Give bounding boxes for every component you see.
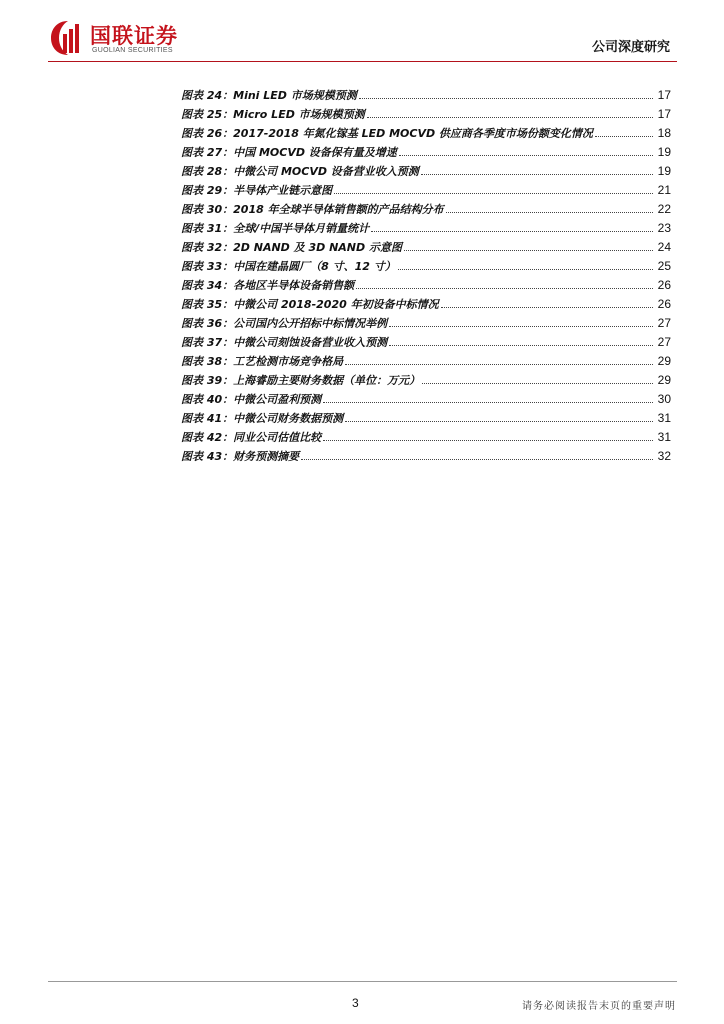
toc-entry[interactable] [181, 162, 671, 181]
toc-dot-leader [371, 230, 653, 232]
toc-entry[interactable] [181, 143, 671, 162]
toc-entry-page: 27 [657, 316, 671, 330]
toc-entry-label: 图表 36：公司国内公开招标中标情况举例 [181, 317, 388, 330]
toc-entry-label: 图表 27：中国 MOCVD 设备保有量及增速 [181, 146, 397, 159]
toc-entry-label: 图表 41：中微公司财务数据预测 [181, 412, 344, 425]
toc-entry-page: 27 [657, 335, 671, 349]
toc-dot-leader [389, 344, 653, 346]
toc-entry[interactable] [181, 276, 671, 295]
toc-entry[interactable] [181, 257, 671, 276]
toc-entry[interactable] [181, 333, 671, 352]
toc-entry-page: 30 [657, 392, 671, 406]
page-header [48, 14, 676, 60]
toc-dot-leader [323, 439, 653, 441]
toc-entry-page: 32 [657, 449, 671, 463]
toc-dot-leader [359, 97, 653, 99]
toc-entry[interactable] [181, 124, 671, 143]
toc-entry[interactable] [181, 86, 671, 105]
toc-entry-label: 图表 40：中微公司盈利预测 [181, 393, 322, 406]
toc-entry-page: 17 [657, 88, 671, 102]
toc-entry-label: 图表 37：中微公司刻蚀设备营业收入预测 [181, 336, 388, 349]
toc-entry[interactable] [181, 295, 671, 314]
toc-dot-leader [345, 420, 653, 422]
toc-entry-label: 图表 39：上海睿励主要财务数据（单位：万元） [181, 374, 421, 387]
toc-entry-page: 19 [657, 164, 671, 178]
toc-dot-leader [323, 401, 653, 403]
toc-entry-label: 图表 43：财务预测摘要 [181, 450, 300, 463]
toc-entry-label: 图表 29：半导体产业链示意图 [181, 184, 333, 197]
toc-dot-leader [595, 135, 653, 137]
header-divider [48, 61, 677, 62]
toc-entry-label: 图表 31：全球/中国半导体月销量统计 [181, 222, 370, 235]
toc-dot-leader [334, 192, 653, 194]
toc-entry[interactable] [181, 447, 671, 466]
page-number: 3 [352, 996, 359, 1010]
toc-entry-page: 29 [657, 354, 671, 368]
toc-entry-label: 图表 26：2017-2018 年氮化镓基 LED MOCVD 供应商各季度市场份额变化情况 [181, 127, 593, 140]
toc-entry-label: 图表 35：中微公司 2018-2020 年初设备中标情况 [181, 298, 439, 311]
figure-list [181, 86, 671, 466]
report-type-title: 公司深度研究 [591, 40, 670, 55]
toc-entry[interactable] [181, 371, 671, 390]
disclaimer-note: 请务必阅读报告末页的重要声明 [522, 1001, 676, 1012]
toc-entry[interactable] [181, 105, 671, 124]
toc-entry[interactable] [181, 181, 671, 200]
toc-entry-page: 26 [657, 297, 671, 311]
toc-dot-leader [441, 306, 653, 308]
toc-entry-label: 图表 24：Mini LED 市场规模预测 [181, 89, 357, 102]
toc-entry-page: 26 [657, 278, 671, 292]
toc-entry-label: 图表 25：Micro LED 市场规模预测 [181, 108, 365, 121]
toc-entry[interactable] [181, 200, 671, 219]
guolian-logo-icon [48, 18, 88, 58]
toc-dot-leader [404, 249, 653, 251]
toc-entry[interactable] [181, 219, 671, 238]
toc-entry-label: 图表 42：同业公司估值比较 [181, 431, 322, 444]
toc-dot-leader [421, 173, 653, 175]
toc-entry[interactable] [181, 390, 671, 409]
toc-entry-label: 图表 28：中微公司 MOCVD 设备营业收入预测 [181, 165, 419, 178]
toc-entry[interactable] [181, 352, 671, 371]
toc-entry[interactable] [181, 238, 671, 257]
toc-entry-page: 21 [657, 183, 671, 197]
logo-chinese-name: 国联证券 [90, 24, 178, 48]
logo-english-name: GUOLIAN SECURITIES [92, 47, 173, 54]
toc-entry-page: 17 [657, 107, 671, 121]
toc-dot-leader [356, 287, 653, 289]
company-logo [48, 18, 198, 58]
toc-dot-leader [389, 325, 653, 327]
toc-entry-label: 图表 30：2018 年全球半导体销售额的产品结构分布 [181, 203, 444, 216]
toc-dot-leader [446, 211, 653, 213]
toc-dot-leader [398, 268, 653, 270]
footer-divider [48, 981, 677, 982]
toc-dot-leader [422, 382, 653, 384]
toc-entry-page: 31 [657, 430, 671, 444]
toc-entry-page: 29 [657, 373, 671, 387]
toc-entry-label: 图表 38：工艺检测市场竞争格局 [181, 355, 344, 368]
toc-entry[interactable] [181, 428, 671, 447]
toc-entry-page: 25 [657, 259, 671, 273]
toc-entry-page: 19 [657, 145, 671, 159]
toc-entry-page: 23 [657, 221, 671, 235]
toc-entry[interactable] [181, 314, 671, 333]
toc-entry-page: 18 [657, 126, 671, 140]
toc-entry[interactable] [181, 409, 671, 428]
toc-entry-page: 22 [657, 202, 671, 216]
toc-entry-label: 图表 32：2D NAND 及 3D NAND 示意图 [181, 241, 402, 254]
toc-dot-leader [345, 363, 653, 365]
toc-entry-page: 24 [657, 240, 671, 254]
toc-entry-page: 31 [657, 411, 671, 425]
toc-dot-leader [399, 154, 653, 156]
toc-entry-label: 图表 33：中国在建晶圆厂（8 寸、12 寸） [181, 260, 396, 273]
toc-dot-leader [367, 116, 653, 118]
toc-entry-label: 图表 34：各地区半导体设备销售额 [181, 279, 355, 292]
toc-dot-leader [301, 458, 653, 460]
